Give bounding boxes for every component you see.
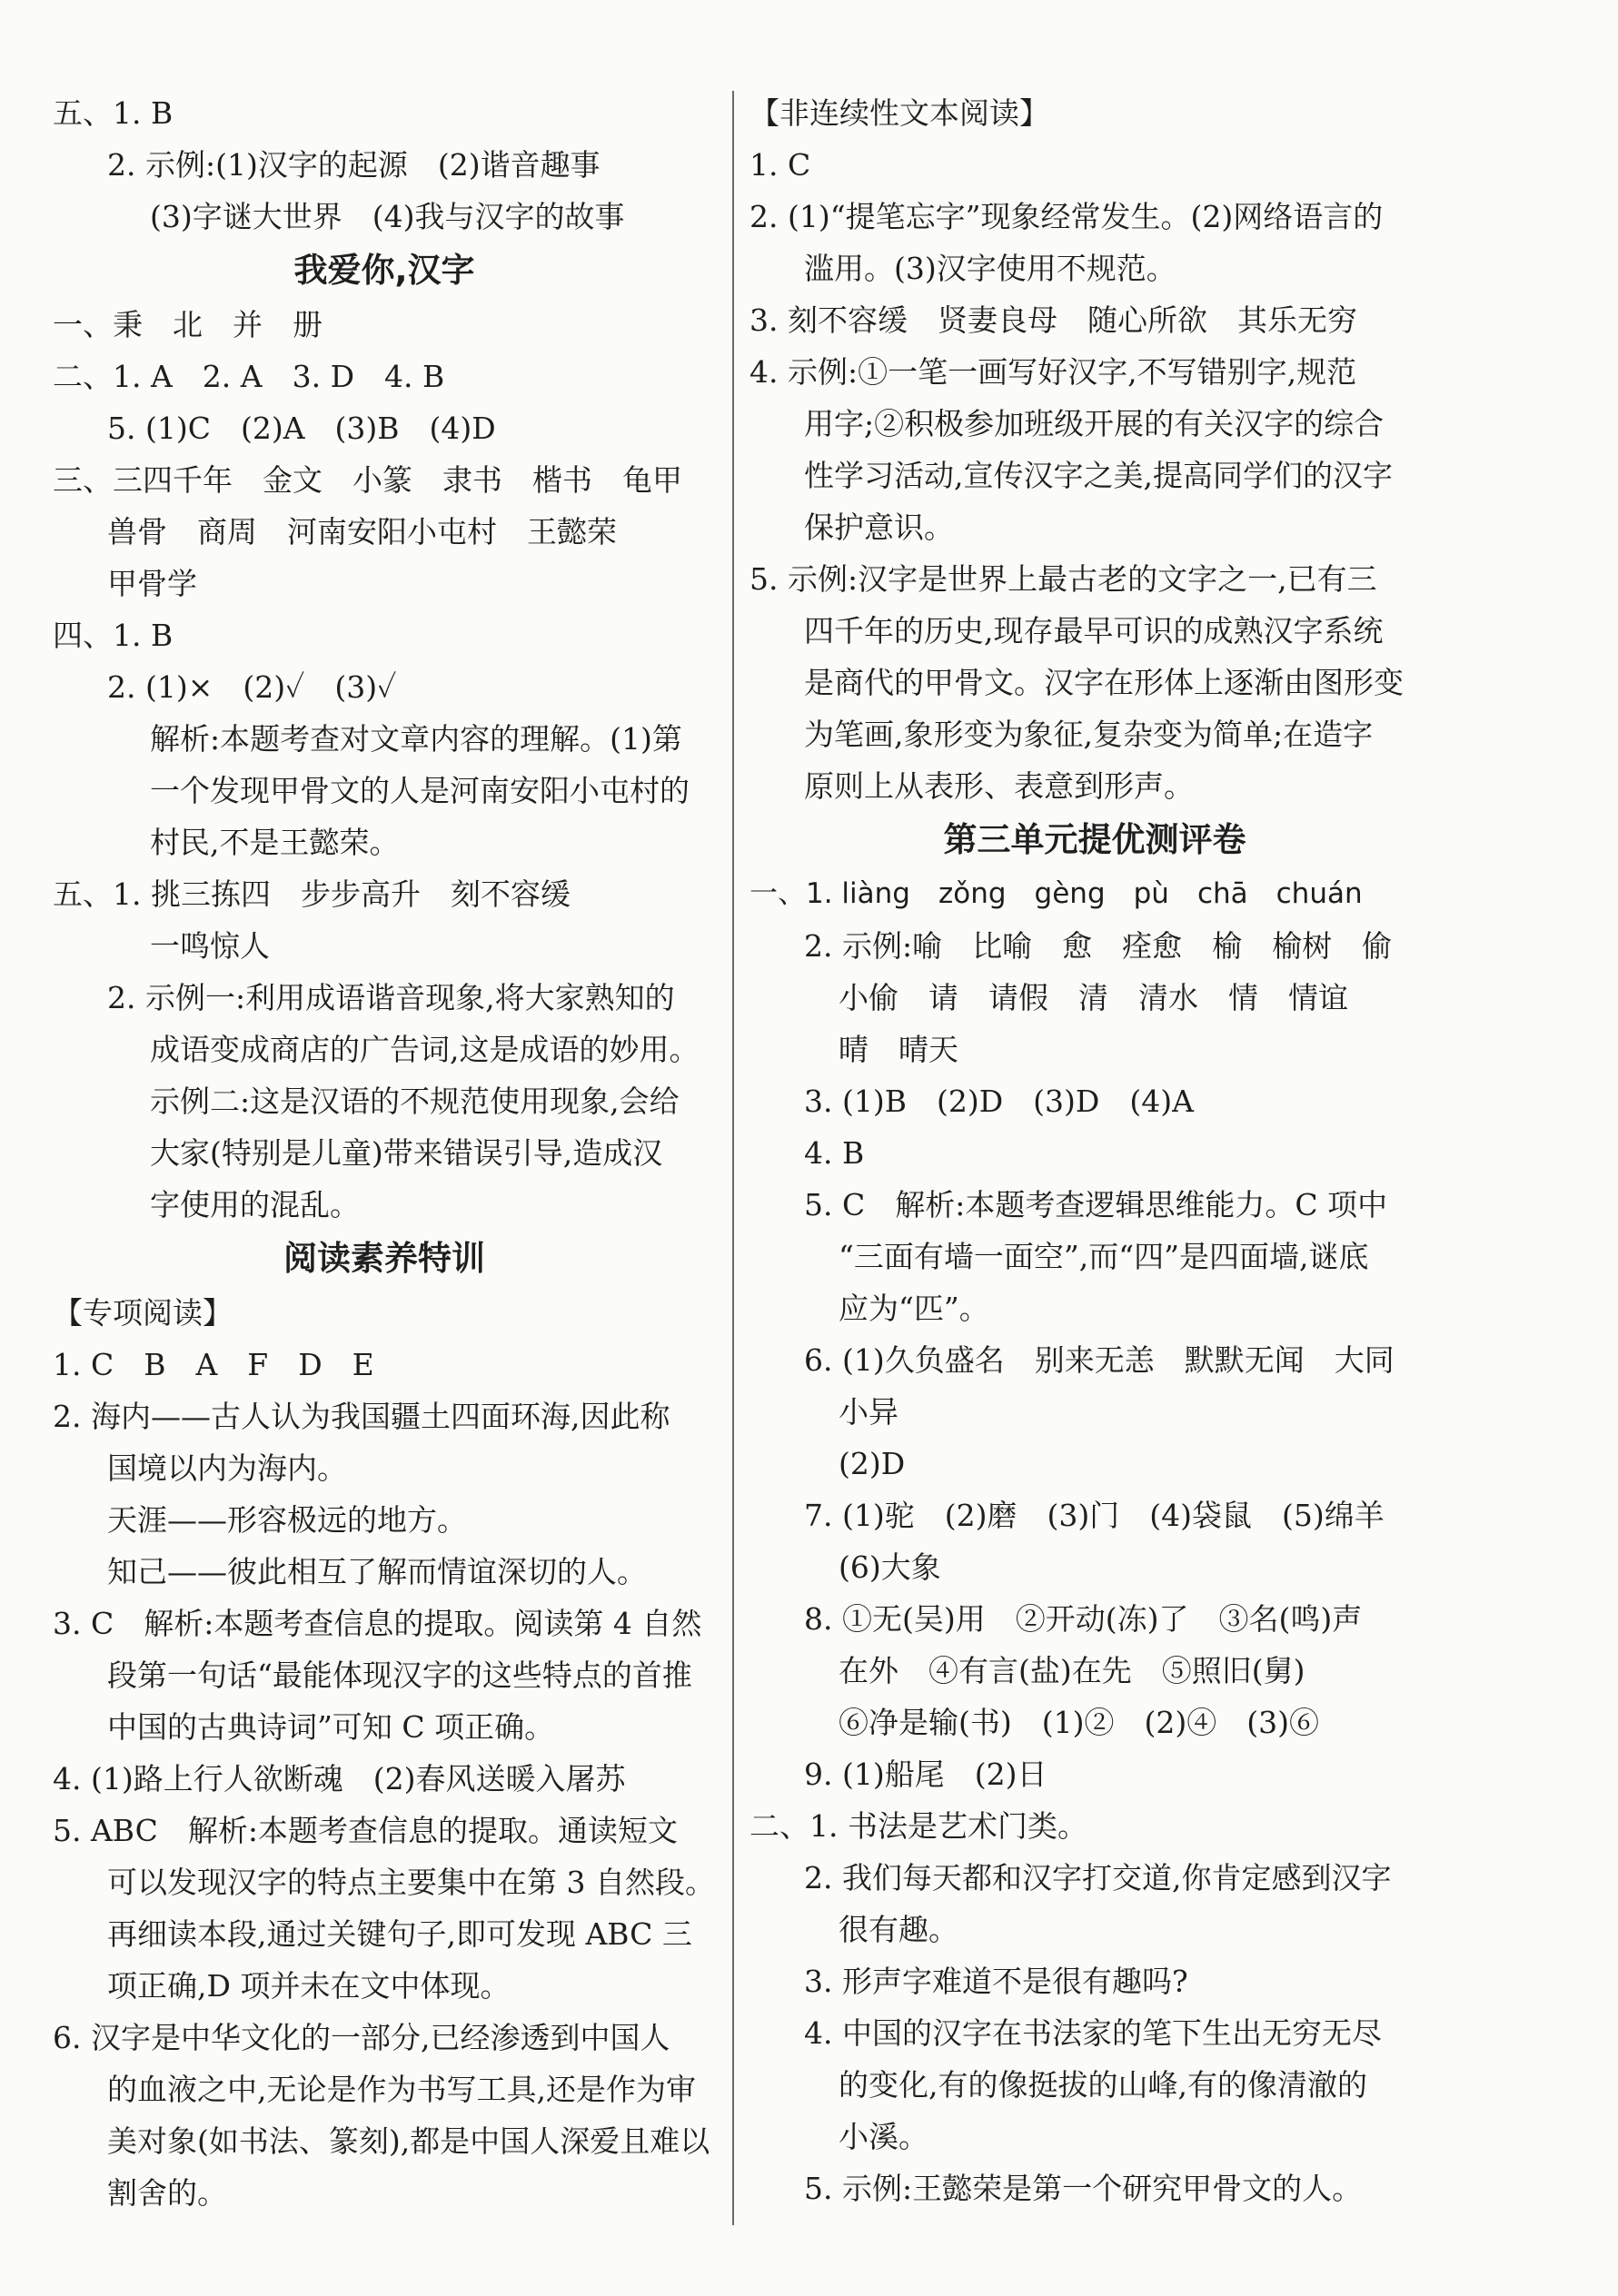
- answer-line: 用字;②积极参加班级开展的有关汉字的综合: [804, 406, 1385, 441]
- answer-line: 4. 中国的汉字在书法家的笔下生出无穷无尽: [804, 2015, 1382, 2051]
- answer-line: 4. 示例:①一笔一画写好汉字,不写错别字,规范: [749, 354, 1357, 390]
- answer-line: 的变化,有的像挺拔的山峰,有的像清澈的: [839, 2067, 1367, 2103]
- answer-line: 二、1. A 2. A 3. D 4. B: [53, 359, 445, 394]
- answer-line: 中国的古典诗词”可知 C 项正确。: [107, 1709, 555, 1745]
- answer-line: 【非连续性文本阅读】: [749, 95, 1049, 131]
- answer-line: 3. 刻不容缓 贤妻良母 随心所欲 其乐无穷: [749, 302, 1357, 338]
- answer-line: 5. 示例:王懿荣是第一个研究甲骨文的人。: [804, 2171, 1363, 2206]
- answer-line: 五、1. 挑三拣四 步步高升 刻不容缓: [53, 876, 571, 912]
- answer-line: 大家(特别是儿童)带来错误引导,造成汉: [150, 1135, 663, 1171]
- answer-line: 解析:本题考查对文章内容的理解。(1)第: [150, 721, 682, 757]
- section-title: 我爱你,汉字: [293, 251, 475, 290]
- answer-line: 一、秉 北 并 册: [53, 307, 323, 342]
- right-column: [749, 87, 1440, 2214]
- answer-line: 5. C 解析:本题考查逻辑思维能力。C 项中: [804, 1187, 1388, 1222]
- section-title: 第三单元提优测评卷: [943, 820, 1246, 859]
- answer-line: 3. C 解析:本题考查信息的提取。阅读第 4 自然: [53, 1606, 702, 1641]
- answer-line: (3)字谜大世界 (4)我与汉字的故事: [150, 199, 625, 234]
- answer-line: 再细读本段,通过关键句子,即可发现 ABC 三: [107, 1916, 692, 1952]
- answer-line: 保护意识。: [804, 510, 954, 545]
- answer-line: 晴 晴天: [839, 1032, 958, 1067]
- answer-line: 四、1. B: [53, 618, 174, 653]
- answer-line: 四千年的历史,现存最早可识的成熟汉字系统: [804, 613, 1384, 648]
- answer-line: 甲骨学: [107, 566, 197, 601]
- section-title: 阅读素养特训: [283, 1239, 485, 1278]
- answer-line: 3. (1)B (2)D (3)D (4)A: [804, 1084, 1194, 1119]
- left-column: [53, 87, 716, 2219]
- answer-line: 7. (1)驼 (2)磨 (3)门 (4)袋鼠 (5)绵羊: [804, 1498, 1385, 1533]
- answer-line: 小偷 请 请假 清 清水 情 情谊: [839, 980, 1348, 1015]
- answer-line: 成语变成商店的广告词,这是成语的妙用。: [150, 1032, 700, 1067]
- answer-line: 2. 示例一:利用成语谐音现象,将大家熟知的: [107, 980, 675, 1015]
- answer-line: 国境以内为海内。: [107, 1450, 347, 1486]
- answer-line: 五、1. B: [53, 95, 174, 131]
- answer-line: 很有趣。: [839, 1912, 958, 1947]
- answer-line: 天涯——形容极远的地方。: [107, 1502, 467, 1538]
- answer-line: 是商代的甲骨文。汉字在形体上逐渐由图形变: [804, 665, 1404, 700]
- answer-line: 3. 形声字难道不是很有趣吗?: [804, 1964, 1188, 1999]
- answer-line: 4. B: [804, 1135, 865, 1171]
- answer-line: 一、1. liàng zǒng gèng pù chā chuán: [749, 877, 1363, 910]
- answer-line: 5. (1)C (2)A (3)B (4)D: [107, 411, 496, 446]
- answer-line: 美对象(如书法、篆刻),都是中国人深爱且难以: [107, 2123, 710, 2159]
- answer-line: 小异: [839, 1394, 898, 1430]
- answer-line: “三面有墙一面空”,而“四”是四面墙,谜底: [839, 1239, 1369, 1274]
- answer-line: 字使用的混乱。: [150, 1187, 360, 1222]
- answer-line: 原则上从表形、表意到形声。: [804, 768, 1194, 804]
- answer-line: 2. (1)“提笔忘字”现象经常发生。(2)网络语言的: [749, 199, 1384, 234]
- answer-line: 2. 我们每天都和汉字打交道,你肯定感到汉字: [804, 1860, 1392, 1895]
- answer-line: 一鸣惊人: [150, 928, 270, 964]
- answer-line: 6. 汉字是中华文化的一部分,已经渗透到中国人: [53, 2020, 670, 2055]
- answer-line: 割舍的。: [107, 2175, 227, 2211]
- answer-line: 滥用。(3)汉字使用不规范。: [804, 251, 1176, 286]
- answer-line: 小溪。: [839, 2119, 928, 2154]
- answer-line: 知己——彼此相互了解而情谊深切的人。: [107, 1554, 647, 1589]
- answer-line: 1. C B A F D E: [53, 1347, 374, 1382]
- answer-line: 9. (1)船尾 (2)日: [804, 1757, 1047, 1792]
- column-divider: [732, 91, 734, 2225]
- answer-line: 2. 示例:喻 比喻 愈 痊愈 榆 榆树 偷: [804, 928, 1393, 964]
- answer-line: ⑥净是输(书) (1)② (2)④ (3)⑥: [839, 1705, 1319, 1740]
- answer-line: 示例二:这是汉语的不规范使用现象,会给: [150, 1084, 680, 1119]
- answer-line: 一个发现甲骨文的人是河南安阳小屯村的: [150, 773, 690, 808]
- answer-line: 1. C: [749, 147, 811, 183]
- answer-line: 5. 示例:汉字是世界上最古老的文字之一,已有三: [749, 561, 1377, 597]
- answer-line: 项正确,D 项并未在文中体现。: [107, 1968, 511, 2004]
- answer-line: 三、三四千年 金文 小篆 隶书 楷书 龟甲: [53, 462, 682, 498]
- answer-line: 的血液之中,无论是作为书写工具,还是作为审: [107, 2072, 696, 2107]
- answer-line: 应为“匹”。: [839, 1291, 989, 1326]
- answer-line: 2. (1)× (2)✓ (3)✓: [107, 669, 397, 705]
- answer-line: 4. (1)路上行人欲断魂 (2)春风送暖入屠苏: [53, 1761, 626, 1796]
- answer-line: 兽骨 商周 河南安阳小屯村 王懿荣: [107, 514, 617, 549]
- answer-line: 6. (1)久负盛名 别来无恙 默默无闻 大同: [804, 1342, 1395, 1378]
- answer-line: 2. 示例:(1)汉字的起源 (2)谐音趣事: [107, 147, 601, 183]
- answer-line: 性学习活动,宣传汉字之美,提高同学们的汉字: [804, 458, 1393, 493]
- answer-line: 2. 海内——古人认为我国疆土四面环海,因此称: [53, 1399, 670, 1434]
- answer-line: (2)D: [839, 1446, 906, 1481]
- answer-line: 8. ①无(吴)用 ②开动(冻)了 ③名(鸣)声: [804, 1601, 1363, 1637]
- answer-line: 在外 ④有言(盐)在先 ⑤照旧(舅): [839, 1653, 1305, 1688]
- answer-line: 二、1. 书法是艺术门类。: [749, 1808, 1087, 1844]
- answer-line: 5. ABC 解析:本题考查信息的提取。通读短文: [53, 1813, 679, 1848]
- answer-line: 段第一句话“最能体现汉字的这些特点的首推: [107, 1658, 692, 1693]
- answer-line: 村民,不是王懿荣。: [150, 825, 400, 860]
- answer-line: (6)大象: [839, 1549, 941, 1585]
- answer-line: 可以发现汉字的特点主要集中在第 3 自然段。: [107, 1865, 715, 1900]
- answer-line: 为笔画,象形变为象征,复杂变为简单;在造字: [804, 717, 1374, 752]
- answer-line: 【专项阅读】: [53, 1295, 233, 1331]
